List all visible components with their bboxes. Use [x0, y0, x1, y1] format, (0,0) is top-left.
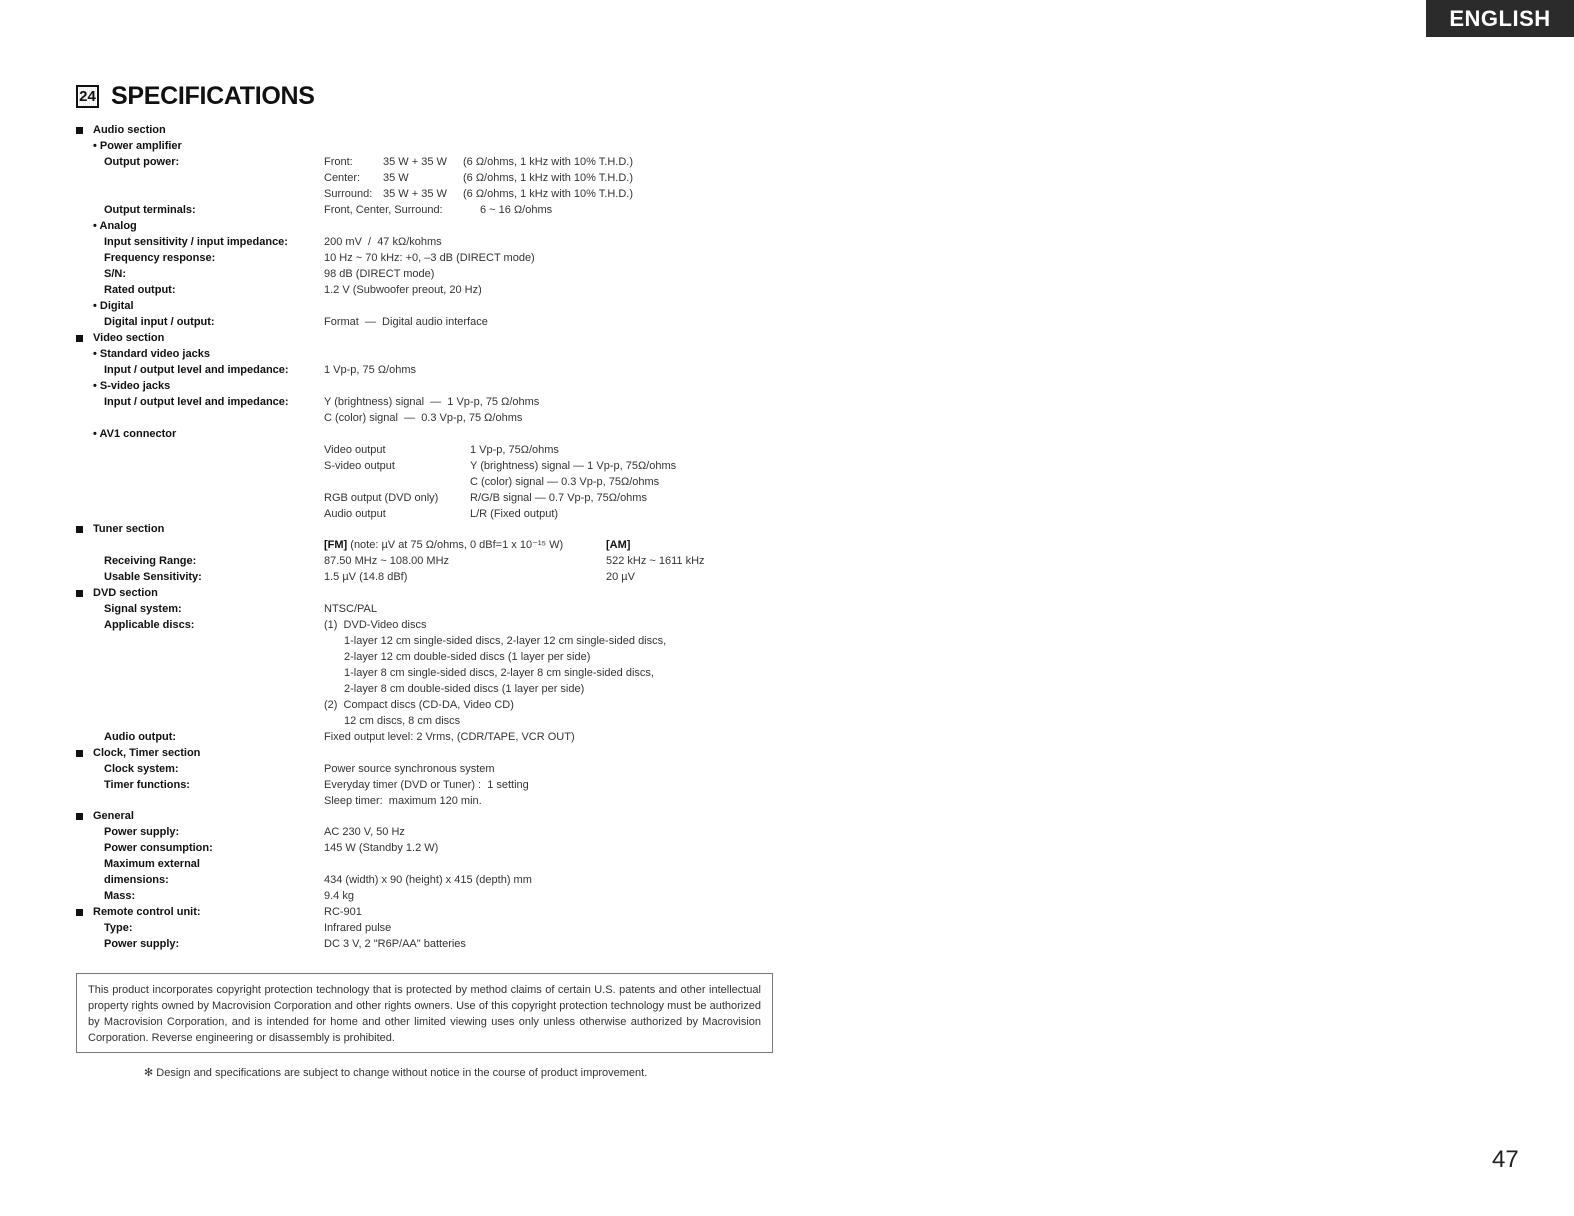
digital-subheading: • Digital	[93, 300, 134, 312]
power-supply-value: AC 230 V, 50 Hz	[324, 826, 405, 838]
svideo-jacks-subheading: • S-video jacks	[93, 380, 171, 392]
sn-value: 98 dB (DIRECT mode)	[324, 268, 435, 280]
square-bullet-icon	[76, 127, 83, 134]
am-sensitivity: 20 µV	[606, 571, 635, 583]
sn-label: S/N:	[104, 268, 126, 280]
square-bullet-icon	[76, 750, 83, 757]
power-consumption-label: Power consumption:	[104, 842, 213, 854]
discs-line-7: 12 cm discs, 8 cm discs	[344, 715, 461, 727]
square-bullet-icon	[76, 813, 83, 820]
fm-header	[324, 538, 563, 553]
av1-svideo-label: S-video output	[324, 460, 395, 472]
power-supply-label: Power supply:	[104, 826, 180, 838]
page-title: SPECIFICATIONS	[111, 82, 315, 110]
frequency-response-label: Frequency response:	[104, 252, 216, 264]
input-sensitivity-label: Input sensitivity / input impedance:	[104, 236, 288, 248]
square-bullet-icon	[76, 909, 83, 916]
av1-svideo-value-1: Y (brightness) signal — 1 Vp-p, 75Ω/ohms	[470, 460, 677, 472]
remote-model-value: RC-901	[324, 906, 362, 918]
clock-system-value: Power source synchronous system	[324, 763, 495, 775]
av1-video-value: 1 Vp-p, 75Ω/ohms	[470, 444, 559, 456]
surround-condition: (6 Ω/ohms, 1 kHz with 10% T.H.D.)	[463, 188, 634, 200]
av1-svideo-value-2: C (color) signal — 0.3 Vp-p, 75Ω/ohms	[470, 476, 660, 488]
frequency-response-value: 10 Hz ~ 70 kHz: +0, –3 dB (DIRECT mode)	[324, 252, 535, 264]
rated-output-label: Rated output:	[104, 284, 176, 296]
discs-line-4: 1-layer 8 cm single-sided discs, 2-layer 8 cm single-sided discs,	[344, 667, 654, 679]
av1-rgb-label: RGB output (DVD only)	[324, 492, 439, 504]
output-power-label: Output power:	[104, 156, 180, 168]
audio-section-heading: Audio section	[93, 124, 166, 136]
svideo-io-label: Input / output level and impedance:	[104, 396, 289, 408]
footnote: ✻ Design and specifications are subject to change without notice in the course of product improvement.	[144, 1067, 648, 1079]
dimensions-value: 434 (width) x 90 (height) x 415 (depth) mm	[324, 874, 532, 886]
remote-control-heading: Remote control unit:	[93, 906, 201, 918]
max-external-label: Maximum external	[104, 858, 200, 870]
audio-output-value: Fixed output level: 2 Vrms, (CDR/TAPE, VCR OUT)	[324, 731, 575, 743]
terminals-label: Front, Center, Surround:	[324, 204, 443, 216]
timer-value-1: Everyday timer (DVD or Tuner) : 1 setting	[324, 779, 529, 791]
av1-video-label: Video output	[324, 444, 386, 456]
dvd-section-heading: DVD section	[93, 587, 158, 599]
am-label: [AM]	[606, 539, 631, 551]
av1-connector-subheading: • AV1 connector	[93, 428, 177, 440]
signal-system-value: NTSC/PAL	[324, 603, 377, 615]
discs-line-3: 2-layer 12 cm double-sided discs (1 layer per side)	[344, 651, 591, 663]
discs-line-6: (2) Compact discs (CD-DA, Video CD)	[324, 699, 514, 711]
front-label: Front:	[324, 156, 353, 168]
language-tab: ENGLISH	[1426, 0, 1574, 37]
standard-video-jacks-subheading: • Standard video jacks	[93, 348, 210, 360]
front-power: 35 W + 35 W	[383, 156, 447, 168]
section-heading	[76, 82, 315, 111]
general-section-heading: General	[93, 810, 134, 822]
power-amplifier-subheading: • Power amplifier	[93, 140, 182, 152]
fm-sensitivity: 1.5 µV (14.8 dBf)	[324, 571, 408, 583]
center-label: Center:	[324, 172, 361, 184]
av1-audio-label: Audio output	[324, 508, 386, 520]
clock-timer-section-heading: Clock, Timer section	[93, 747, 201, 759]
rated-output-value: 1.2 V (Subwoofer preout, 20 Hz)	[324, 284, 482, 296]
digital-io-value: Format — Digital audio interface	[324, 316, 488, 328]
discs-line-5: 2-layer 8 cm double-sided discs (1 layer per side)	[344, 683, 585, 695]
mass-value: 9.4 kg	[324, 890, 354, 902]
surround-label: Surround:	[324, 188, 373, 200]
am-range: 522 kHz ~ 1611 kHz	[606, 555, 705, 567]
tuner-section-heading: Tuner section	[93, 523, 165, 535]
remote-type-value: Infrared pulse	[324, 922, 392, 934]
mass-label: Mass:	[104, 890, 136, 902]
applicable-discs-label: Applicable discs:	[104, 619, 195, 631]
output-terminals-label: Output terminals:	[104, 204, 196, 216]
std-video-io-value: 1 Vp-p, 75 Ω/ohms	[324, 364, 416, 376]
svideo-io-value-1: Y (brightness) signal — 1 Vp-p, 75 Ω/ohms	[324, 396, 540, 408]
square-bullet-icon	[76, 590, 83, 597]
remote-power-label: Power supply:	[104, 938, 180, 950]
std-video-io-label: Input / output level and impedance:	[104, 364, 289, 376]
center-power: 35 W	[383, 172, 409, 184]
terminals-value: 6 ~ 16 Ω/ohms	[480, 204, 553, 216]
video-section-heading: Video section	[93, 332, 165, 344]
discs-line-1: (1) DVD-Video discs	[324, 619, 427, 631]
fm-range: 87.50 MHz ~ 108.00 MHz	[324, 555, 450, 567]
usable-sensitivity-label: Usable Sensitivity:	[104, 571, 202, 583]
clock-system-label: Clock system:	[104, 763, 179, 775]
front-condition: (6 Ω/ohms, 1 kHz with 10% T.H.D.)	[463, 156, 634, 168]
svideo-io-value-2: C (color) signal — 0.3 Vp-p, 75 Ω/ohms	[324, 412, 523, 424]
discs-line-2: 1-layer 12 cm single-sided discs, 2-layer 12 cm single-sided discs,	[344, 635, 667, 647]
av1-rgb-value: R/G/B signal — 0.7 Vp-p, 75Ω/ohms	[470, 492, 647, 504]
power-consumption-value: 145 W (Standby 1.2 W)	[324, 842, 439, 854]
section-number-box: 24	[76, 85, 99, 108]
receiving-range-label: Receiving Range:	[104, 555, 197, 567]
dimensions-label: dimensions:	[104, 874, 169, 886]
copyright-notice-box: This product incorporates copyright protection technology that is protected by method claims of certain U.S. patents and other intellectual property rights owned by Macrovision Corporation and other rights owners. Use of this copyright protection technology must be authorized by Macrovision Corporation, and is intended for home and other limited viewing uses only unless otherwise authorized by Macrovision Corporation. Reverse engineering or disassembly is prohibited.	[76, 973, 773, 1053]
digital-io-label: Digital input / output:	[104, 316, 215, 328]
fm-note: (note: µV at 75 Ω/ohms, 0 dBf=1 x 10⁻¹⁵ W)	[347, 539, 564, 551]
analog-subheading: • Analog	[93, 220, 137, 232]
square-bullet-icon	[76, 526, 83, 533]
surround-power: 35 W + 35 W	[383, 188, 447, 200]
timer-value-2: Sleep timer: maximum 120 min.	[324, 795, 482, 807]
signal-system-label: Signal system:	[104, 603, 182, 615]
audio-output-label: Audio output:	[104, 731, 177, 743]
square-bullet-icon	[76, 335, 83, 342]
timer-functions-label: Timer functions:	[104, 779, 190, 791]
fm-label: [FM]	[324, 539, 348, 551]
remote-type-label: Type:	[104, 922, 133, 934]
av1-audio-value: L/R (Fixed output)	[470, 508, 559, 520]
input-sensitivity-value: 200 mV / 47 kΩ/kohms	[324, 236, 442, 248]
center-condition: (6 Ω/ohms, 1 kHz with 10% T.H.D.)	[463, 172, 634, 184]
remote-power-value: DC 3 V, 2 "R6P/AA" batteries	[324, 938, 466, 950]
page-number: 47	[1492, 1146, 1519, 1173]
